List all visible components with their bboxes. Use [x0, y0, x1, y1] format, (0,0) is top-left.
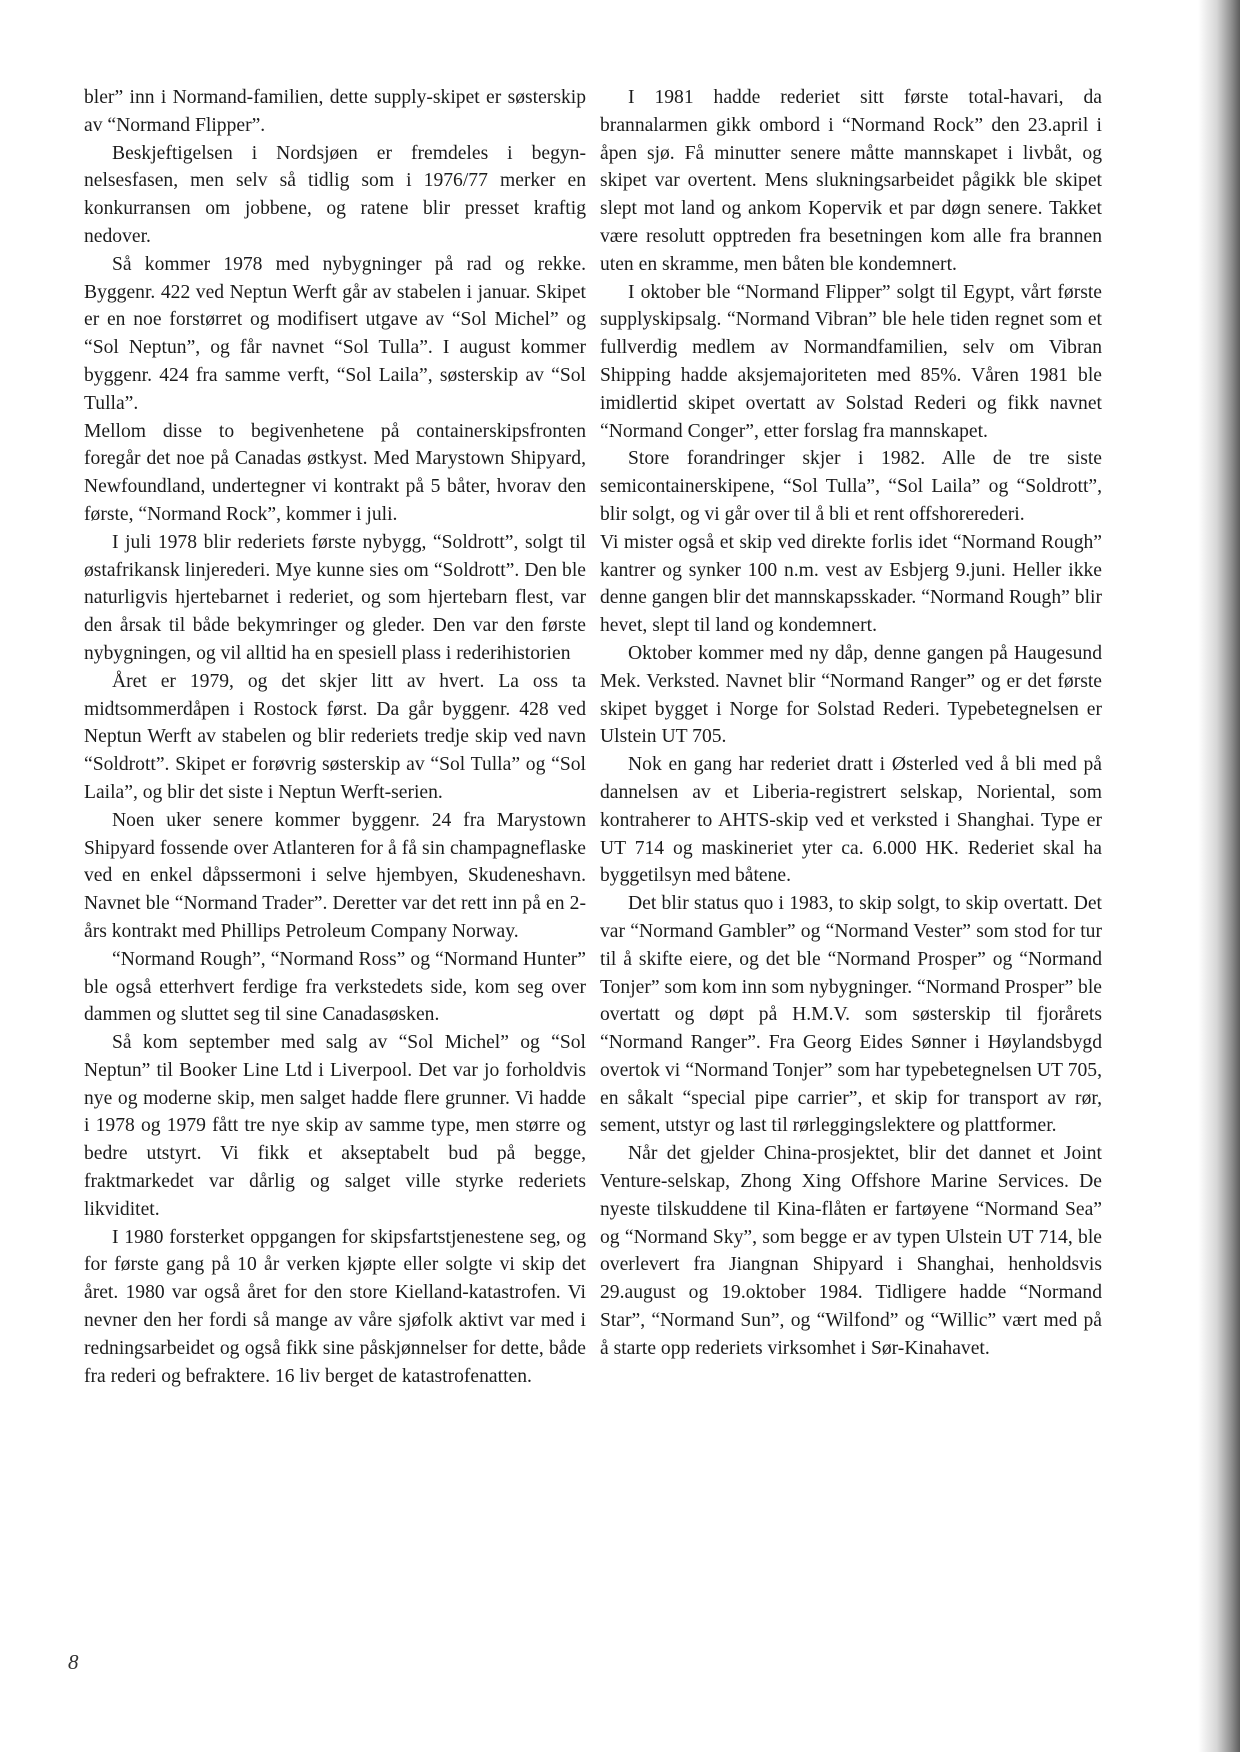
paragraph: Beskjeftigelsen i Nordsjøen er fremdeles i begynnelsesfasen, men selv så tidlig som i 1976/77 merker en konkurransen om jobbene, og ratene blir presset kraftig nedover. — [84, 142, 586, 247]
paragraph: Så kom september med salg av “Sol Michel” og “Sol Neptun” til Booker Line Ltd i Liverpool. Det var jo forholdvis nye og moderne skip, men salget hadde flere grunner. Vi hadde i 1978 og 1979 fått tre nye skip av samme type, men større og bedre utstyrt. Vi fikk et akseptabelt bud på begge, fraktmarkedet var dårlig og salget ville styrke rederiets likviditet. — [84, 1032, 586, 1220]
paragraph: I 1980 forsterket oppgangen for skipsfartstjenestene seg, og for første gang på 10 år verken kjøpte eller solgte vi skip det året. 1980 var også året for den store Kielland-katastrofen. Vi nevner den her fordi så mange av våre sjøfolk aktivt var med i redningsarbeidet og også fikk sine påskjønnelser for dette, både fra rederi og befraktere. 16 liv berget de katastrofenatten. — [84, 1226, 586, 1387]
paragraph: Noen uker senere kommer byggenr. 24 fra Marystown Shipyard fossende over Atlanteren for å få sin champagneflaske ved en enkel dåpssermoni i selve hjembyen, Skudeneshavn. Navnet ble “Normand Trader”. Deretter var det rett inn på en 2-års kontrakt med Phillips Petroleum Company Norway. — [84, 809, 586, 942]
paragraph: “Normand Rough”, “Normand Ross” og “Normand Hunter” ble også etterhvert ferdige fra verkstedets side, kom seg over dammen og sluttet seg til sine Canadasøsken. — [84, 948, 586, 1026]
paragraph: Oktober kommer med ny dåp, denne gangen på Haugesund Mek. Verksted. Navnet blir “Normand Ranger” og er det første skipet bygget i Norge for Solstad Rederi. Typebetegnelsen er Ulstein UT 705. — [600, 642, 1102, 748]
page-binding-shadow — [1198, 0, 1240, 1752]
page-number: 8 — [68, 1650, 79, 1674]
paragraph: I juli 1978 blir rederiets første nybygg, “Soldrott”, solgt til østafrikansk linjerederi. Mye kunne sies om “Soldrott”. Den ble naturligvis hjertebarnet i rederiet, og som hjertebarn flest, var den årsak til både bekymringer og gleder. Den var den første nybygningen, og vil alltid ha en spesiell plass i rederihistorien — [84, 531, 586, 664]
paragraph: Når det gjelder China-prosjektet, blir det dannet et Joint Venture-selskap, Zhong Xing Offshore Marine Services. De nyeste tilskuddene til Kina-flåten er fartøyene “Normand Sea” og “Normand Sky”, som begge er av typen Ulstein UT 714, ble overlevert fra Jiangnan Shipyard i Shanghai, henholdsvis 29.august og 19.oktober 1984. Tidligere hadde “Normand Star”, “Normand Sun”, og “Wilfond” og “Willic” vært med på å starte opp rederiets virksomhet i Sør-Kinahavet. — [600, 1143, 1102, 1359]
paragraph: Nok en gang har rederiet dratt i Østerled ved å bli med på dannelsen av et Liberia-registrert selskap, Noriental, som kontraherer to AHTS-skip ved et verksted i Shanghai. Type er UT 714 og maskineriet yter ca. 6.000 HK. Rederiet skal ha byggetilsyn med båtene. — [600, 754, 1102, 887]
paragraph: Mellom disse to begivenhetene på containerskipsfronten foregår det noe på Canadas østkyst. Med Marystown Shipyard, Newfoundland, undertegner vi kontrakt på 5 båter, hvorav den første, “Normand Rock”, kommer i juli. — [84, 420, 586, 525]
paragraph: I oktober ble “Normand Flipper” solgt til Egypt, vårt første supplyskipsalg. “Normand Vibran” ble hele tiden regnet som et fullverdig medlem av Normandfamilien, selv om Vibran Shipping hadde aksjemajoriteten med 85%. Våren 1981 ble imidlertid skipet overtatt av Solstad Rederi og fikk navnet “Normand Conger”, etter forslag fra mannskapet. — [600, 281, 1102, 442]
paragraph: Det blir status quo i 1983, to skip solgt, to skip overtatt. Det var “Normand Gambler” og “Normand Vester” som stod for tur til å skifte eiere, og det ble “Normand Prosper” og “Normand Tonjer” som kom inn som nybygninger. “Normand Prosper” ble overtatt og døpt på H.M.V. som søsterskip til fjorårets “Normand Ranger”. Fra Georg Eides Sønner i Høylandsbygd overtok vi “Normand Tonjer” som har typebetegnelsen UT 705, en såkalt “special pipe carrier”, et skip for transport av rør, sement, utstyr og last til rørleggingslektere og plattformer. — [600, 893, 1102, 1137]
paragraph: Så kommer 1978 med nybygninger på rad og rekke. Byggenr. 422 ved Neptun Werft går av stabelen i januar. Skipet er en noe forstørret og modifisert utgave av “Sol Michel” og “Sol Neptun”, og får navnet “Sol Tulla”. I august kommer byggenr. 424 fra samme verft, “Sol Laila”, søsterskip av “Sol Tulla”. — [84, 253, 586, 414]
paragraph: Året er 1979, og det skjer litt av hvert. La oss ta midtsommerdåpen i Rostock først. Da går byggenr. 428 ved Neptun Werft av stabelen og blir rederiets tredje skip ved navn “Soldrott”. Skipet er forøvrig søsterskip av “Sol Tulla” og “Sol Laila”, og blir det siste i Neptun Werft-serien. — [84, 670, 586, 803]
paragraph: bler” inn i Normand-familien, dette supply-skipet er søsterskip av “Normand Flipper”. — [84, 87, 586, 136]
text-column-right — [600, 84, 1102, 1363]
paragraph: Store forandringer skjer i 1982. Alle de tre siste semicontainerskipene, “Sol Tulla”, “Sol Laila” og “Soldrott”, blir solgt, og vi går over til å bli et rent offshorerederi. — [600, 448, 1102, 525]
paragraph: I 1981 hadde rederiet sitt første total-havari, da brannalarmen gikk ombord i “Normand Rock” den 23.april i åpen sjø. Få minutter senere måtte mannskapet i livbåt, og skipet var overtent. Mens slukningsarbeidet pågikk ble skipet slept mot land og ankom Kopervik et par døgn senere. Takket være resolutt opptreden fra besetningen kom alle fra brannen uten en skramme, men båten ble kondemnert. — [600, 87, 1102, 275]
text-column-left — [84, 84, 586, 1390]
paragraph: Vi mister også et skip ved direkte forlis idet “Normand Rough” kantrer og synker 100 n.m. vest av Esbjerg 9.juni. Heller ikke denne gangen blir det mannskapsskader. “Normand Rough” blir hevet, slept til land og kondemnert. — [600, 531, 1102, 637]
